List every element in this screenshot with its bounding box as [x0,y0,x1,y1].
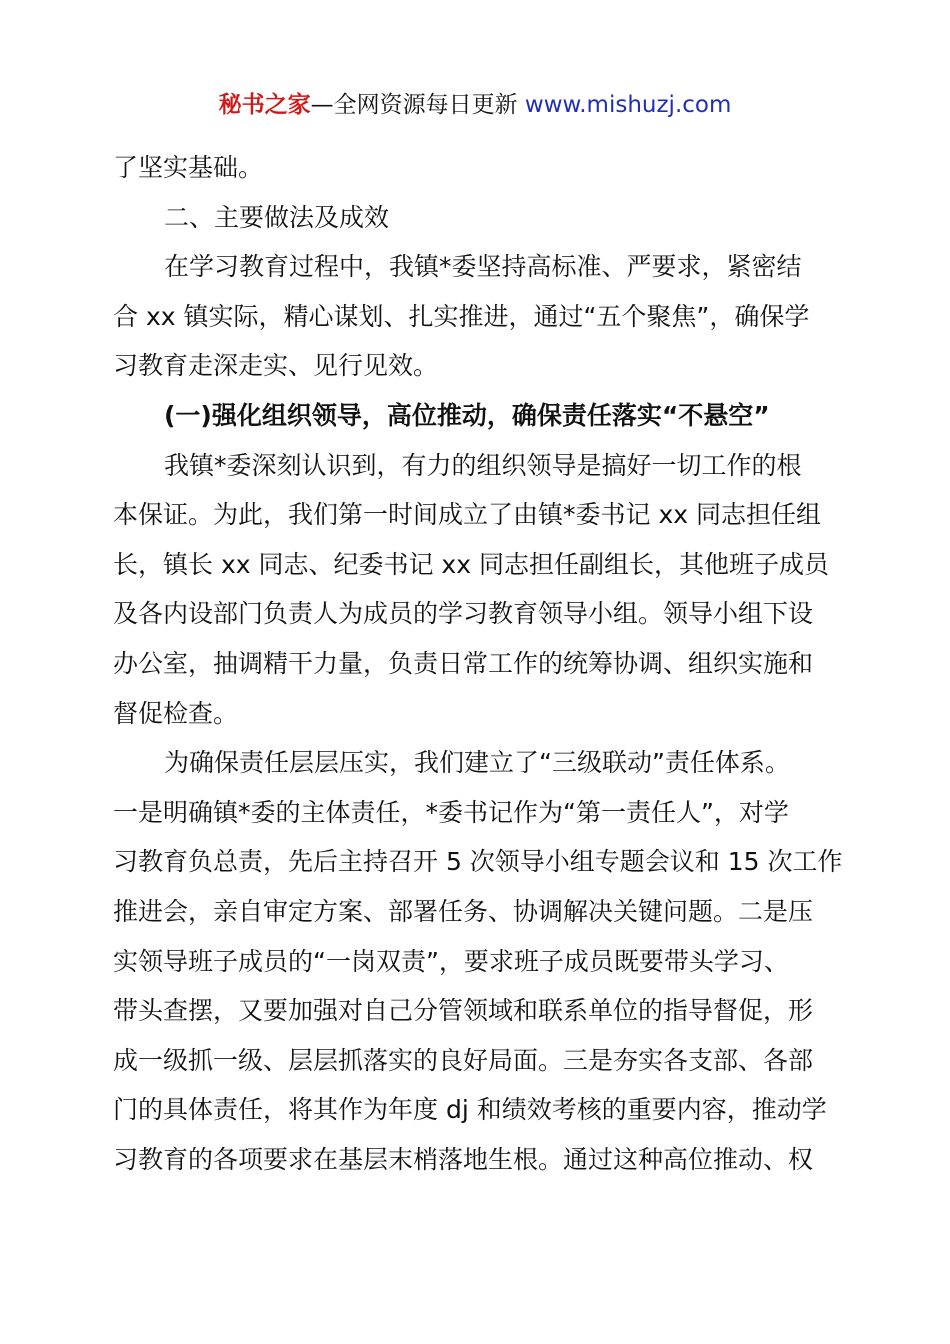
body-line: 实领导班子成员的“一岗双责”，要求班子成员既要带头学习、 [113,946,789,976]
body-line: 习教育负总责，先后主持召开 5 次领导小组专题会议和 15 次工作 [113,847,843,877]
body-line: 习教育走深走实、见行见效。 [113,351,439,381]
document-body [113,143,841,1184]
subsection-heading: (一)强化组织领导，高位推动，确保责任落实“不悬空” [164,400,770,430]
body-line: 推进会，亲自审定方案、部署任务、协调解决关键问题。二是压 [113,896,814,926]
body-line: 在学习教育过程中，我镇*委坚持高标准、严要求，紧密结 [164,252,802,282]
body-line: 督促检查。 [113,698,239,728]
body-line: 成一级抓一级、层层抓落实的良好局面。三是夯实各支部、各部 [113,1045,814,1075]
body-line: 合 xx 镇实际，精心谋划、扎实推进，通过“五个聚焦”，确保学 [113,301,810,331]
body-line: 办公室，抽调精干力量，负责日常工作的统筹协调、组织实施和 [113,648,814,678]
header-brand: 秘书之家 [218,92,311,118]
body-line: 长，镇长 xx 同志、纪委书记 xx 同志担任副组长，其他班子成员 [113,549,829,579]
body-line: 本保证。为此，我们第一时间成立了由镇*委书记 xx 同志担任组 [113,500,821,530]
section-heading: 二、主要做法及成效 [164,202,390,232]
header-url[interactable]: www.mishuzj.com [524,92,732,118]
body-line: 及各内设部门负责人为成员的学习教育领导小组。领导小组下设 [113,599,814,629]
body-line: 带头查摆，又要加强对自己分管领域和联系单位的指导督促，形 [113,996,814,1026]
body-line: 习教育的各项要求在基层末梢落地生根。通过这种高位推动、权 [113,1144,814,1174]
body-line: 一是明确镇*委的主体责任，*委书记作为“第一责任人”，对学 [113,797,789,827]
body-line: 我镇*委深刻认识到，有力的组织领导是搞好一切工作的根 [164,450,802,480]
body-line: 为确保责任层层压实，我们建立了“三级联动”责任体系。 [164,748,790,778]
body-line: 门的具体责任，将其作为年度 dj 和绩效考核的重要内容，推动学 [113,1095,827,1125]
body-line: 了坚实基础。 [113,153,264,182]
header-tagline: —全网资源每日更新 [310,92,525,118]
page-header [0,88,950,122]
